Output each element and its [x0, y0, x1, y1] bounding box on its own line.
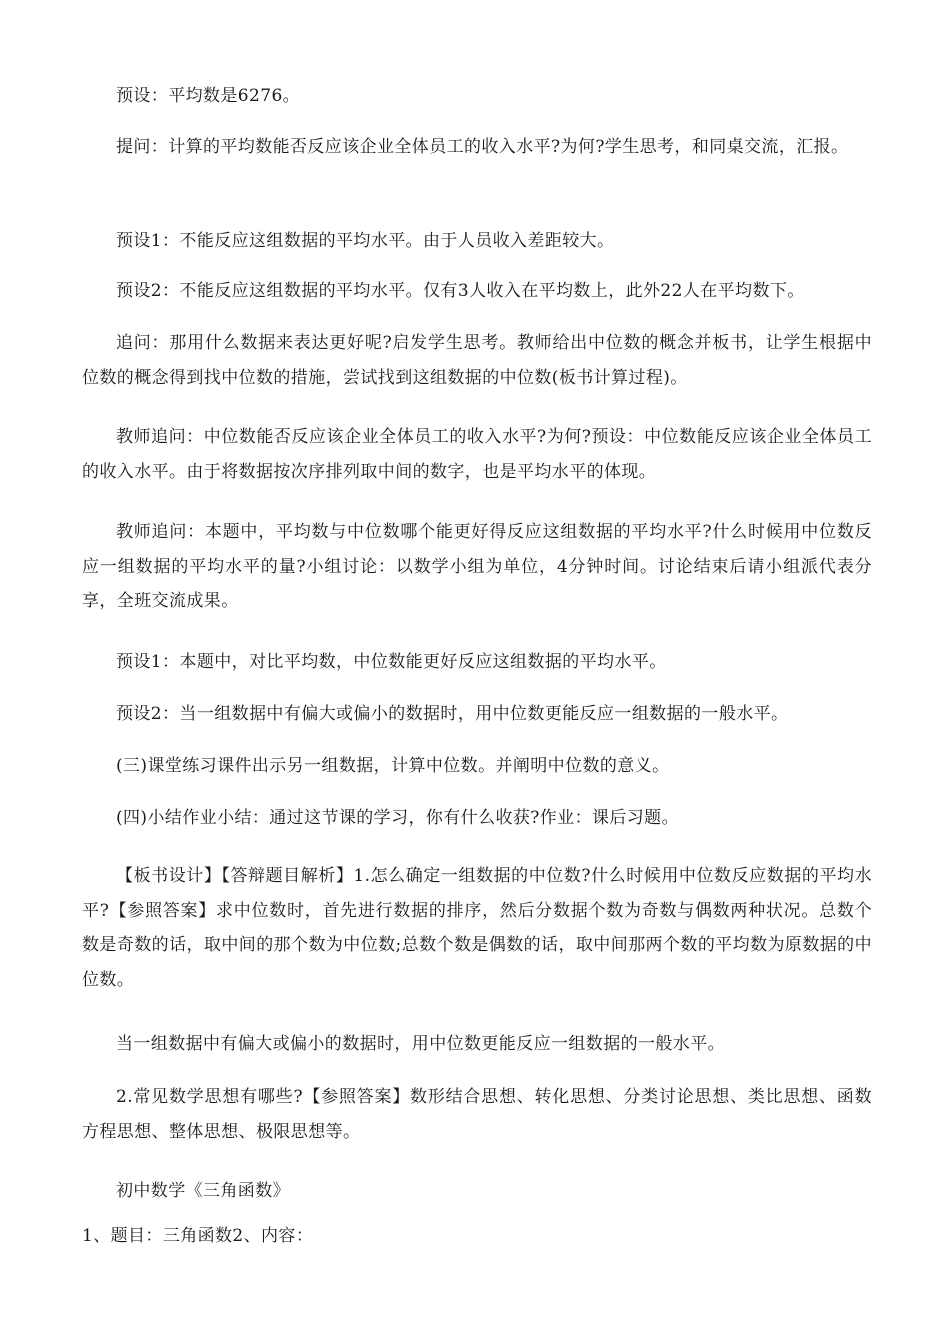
- paragraph-follow-up: 追问：那用什么数据来表达更好呢?启发学生思考。教师给出中位数的概念并板书，让学生根据中位数的概念得到找中位数的措施，尝试找到这组数据的中位数(板书计算过程)。: [82, 333, 872, 388]
- paragraph-question: 提问：计算的平均数能否反应该企业全体员工的收入水平?为何?学生思考，和同桌交流，汇报。: [116, 137, 849, 157]
- paragraph-summary-homework: (四)小结作业小结：通过这节课的学习，你有什么收获?作业：课后习题。: [116, 808, 679, 828]
- paragraph-median-note: 当一组数据中有偏大或偏小的数据时，用中位数更能反应一组数据的一般水平。: [116, 1034, 725, 1054]
- paragraph-preset-2: 预设2：不能反应这组数据的平均水平。仅有3人收入在平均数上，此外22人在平均数下。: [116, 281, 805, 301]
- paragraph-board-design: 【板书设计】【答辩题目解析】1.怎么确定一组数据的中位数?什么时候用中位数反应数据的平均水平?【参照答案】求中位数时，首先进行数据的排序，然后分数据个数为奇数与偶数两种状况。总数个数是奇数的话，取中间的那个数为中位数;总数个数是偶数的话，取中间那两个数的平均数为原数据的中位数。: [82, 866, 872, 990]
- paragraph-discussion-preset-1: 预设1：本题中，对比平均数，中位数能更好反应这组数据的平均水平。: [116, 652, 667, 672]
- paragraph-topic-content: 1、题目：三角函数2、内容：: [82, 1226, 314, 1246]
- paragraph-classroom-practice: (三)课堂练习课件出示另一组数据，计算中位数。并阐明中位数的意义。: [116, 756, 670, 776]
- paragraph-teacher-follow-up-2: 教师追问：本题中，平均数与中位数哪个能更好得反应这组数据的平均水平?什么时候用中位数反应一组数据的平均水平的量?小组讨论：以数学小组为单位，4分钟时间。讨论结束后请小组派代表分享，全班交流成果。: [82, 522, 872, 611]
- paragraph-trig-heading: 初中数学《三角函数》: [116, 1181, 290, 1201]
- paragraph-math-thinking: 2.常见数学思想有哪些?【参照答案】数形结合思想、转化思想、分类讨论思想、类比思想、函数方程思想、整体思想、极限思想等。: [82, 1087, 872, 1142]
- paragraph-preset-1: 预设1：不能反应这组数据的平均水平。由于人员收入差距较大。: [116, 231, 615, 251]
- paragraph-preset-average: 预设：平均数是6276。: [116, 86, 301, 106]
- paragraph-discussion-preset-2: 预设2：当一组数据中有偏大或偏小的数据时，用中位数更能反应一组数据的一般水平。: [116, 704, 789, 724]
- paragraph-teacher-follow-up-1: 教师追问：中位数能否反应该企业全体员工的收入水平?为何?预设：中位数能反应该企业全体员工的收入水平。由于将数据按次序排列取中间的数字，也是平均水平的体现。: [82, 427, 872, 482]
